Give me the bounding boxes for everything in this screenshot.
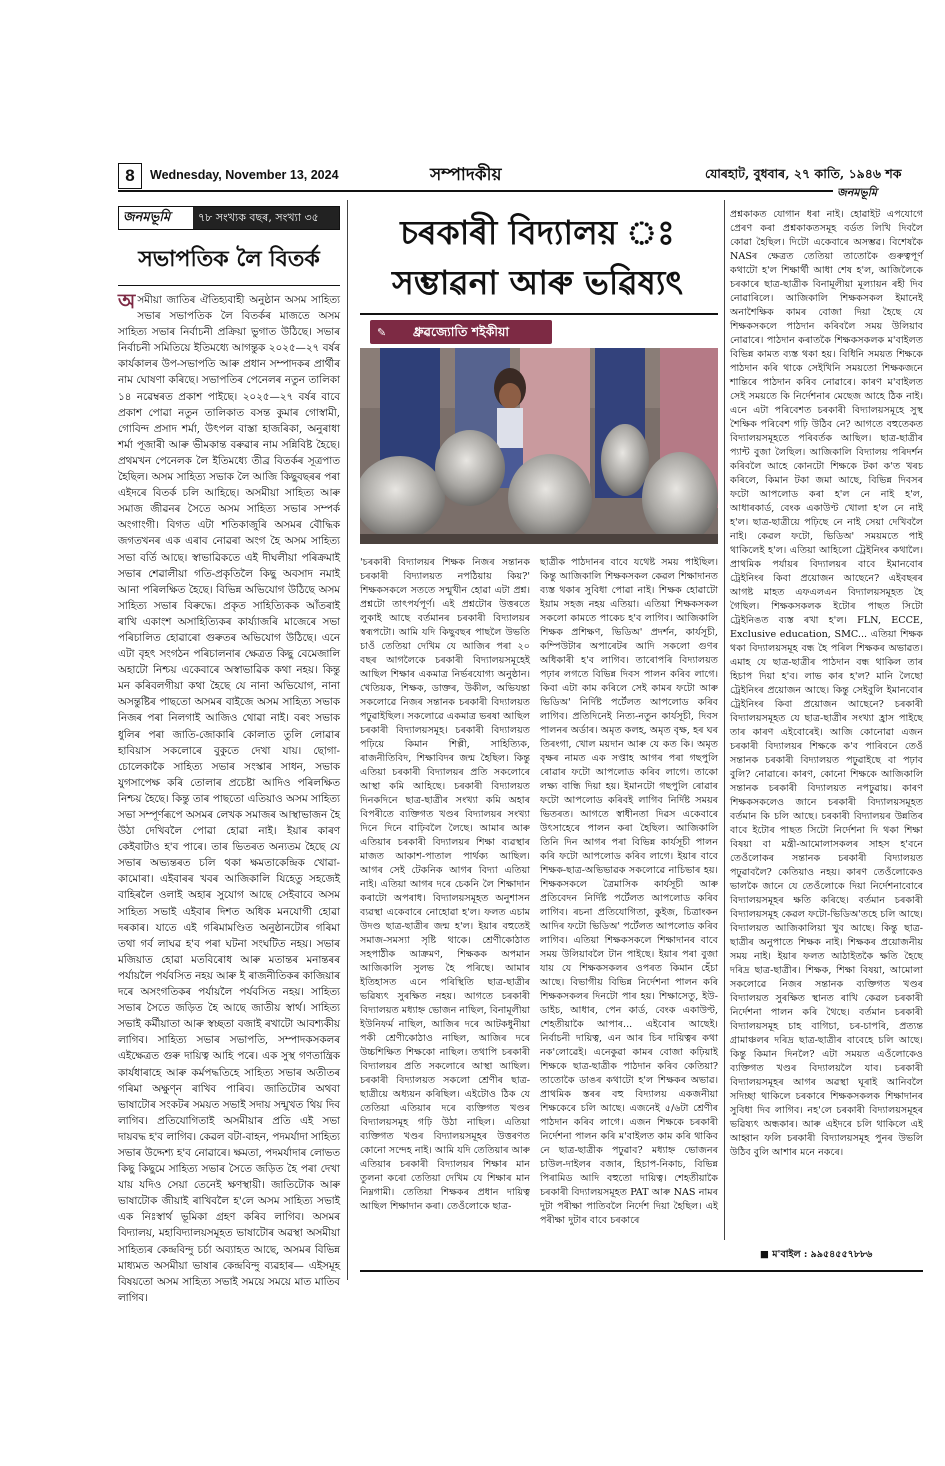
article-title-line1: চৰকাৰী বিদ্যালয় ঃ bbox=[400, 213, 675, 252]
section-title: সম্পাদকীয় bbox=[430, 165, 502, 185]
pen-icon: ✎ bbox=[377, 326, 387, 339]
page-number: 8 bbox=[118, 163, 142, 189]
article-title bbox=[360, 208, 715, 308]
article-column-2: ছাত্ৰীক পাঠদানৰ বাবে যথেষ্ট সময় পাইছিল। কিন্তু আজিকালি শিক্ষকসকল কেৱল শিক্ষাদানত ব্যস্ত থকাৰ সুবিধা পোৱা নাই। শিক্ষক হোৱাটো ইয়াম সহজ নহয় এতিয়া। এতিয়া শিক্ষকসকল সকলো কামতে পাকেচ হ'ব লাগিব। আজিকালি শিক্ষক প্ৰশিক্ষণ, ভিডিঅ' প্ৰদৰ্শন, কাৰ্যসূচী, কম্পিউটাৰ অপাৰেটৰ আদি সকলো গুণৰ অধিকাৰী হ'ব লাগিব। তাৰোপৰি বিদ্যালয়ত পঢ়াৰ লগতে বিভিন্ন দিবস পালন কৰিব লাগে। কিবা এটা কাম কৰিলে সেই কামৰ ফটো আৰু ভিডিঅ' নিৰ্দিষ্ট পৰ্টেলত আপলোড কৰিব লাগিব। প্ৰতিদিনেই নিত্য-নতুন কাৰ্যসূচী, দিবস পালনৰ অৰ্ডাৰ। অমৃত কলহ, অমৃত বৃক্ষ, হৰ ঘৰ তিৰংগা, খোল ময়দান আৰু যে কত কি। অমৃত বৃক্ষৰ নামত এক সপ্তাহ আগৰ পৰা গছপুলি ৰোৱাৰ ফটো আপলোড কৰিব লাগে। তাকো লক্ষ্য বান্ধি দিয়া হয়। ইমানটো গছপুলি ৰোৱাৰ ফটো আপলোড কৰিবই লাগিব নিৰ্দিষ্ট সময়ৰ ভিতৰত। আগতে স্বাধীনতা দিৱস একেবাৰে উৎসাহেৰে পালন কৰা হৈছিল। আজিকালি তিনি দিন আগৰ পৰা বিভিন্ন কাৰ্যসূচী পালন কৰি ফটো আপলোড কৰিব লাগে। ইয়াৰ বাবে শিক্ষক-ছাত্ৰ-অভিভাৱক সকলোৱে নাচিভাৰ হয়। শিক্ষকসকলে ত্ৰৈমাসিক কাৰ্যসূচী আৰু প্ৰতিবেদন নিৰ্দিষ্ট পৰ্টেলত আপলোড কৰিব লাগিব। ৰচনা প্ৰতিযোগিতা, কুইজ, চিত্ৰাংকন আদিৰ ফটো ভিডিঅ' পৰ্টেলত আপলোড কৰিব লাগিব। এতিয়া শিক্ষকসকলে শিক্ষাদানৰ বাবে সময় উলিয়াবলৈ টান পাইছে। ইয়াৰ পৰা বুজা যায় যে শিক্ষকসকলৰ ওপৰত কিমান হেঁচা আছে। বিভাগীয় বিভিন্ন নিৰ্দেশনা পালন কৰি শিক্ষকসকলৰ দিনটো পাৰ হয়। শিক্ষাসেতু, ইউ-ডাইচ, আধাৰ, পেন কাৰ্ড, বেংক একাউণ্ট, শেহতীয়াকৈ আপাৰ... এইবোৰ আছেই। নিৰ্বাচনী দায়িত্ব, এন আৰ চিৰ দায়িত্বৰ কথা নক'লোৱেই। এনেকুৱা কামৰ বোজা কঢ়িয়াই শিক্ষকে ছাত্ৰ-ছাত্ৰীক পাঠদান কৰিব কেতিয়া? তাতোকৈ ডাঙৰ কথাটো হ'ল শিক্ষকৰ অভাৱ। প্ৰাথমিক স্তৰৰ বহু বিদ্যালয় একজনীয়া শিক্ষকেৰে চলি আছে। এজনেই ৫/৬টা শ্ৰেণীৰ পাঠদান কৰিব লাগে। এজন শিক্ষকে চৰকাৰী নিৰ্দেশনা পালন কৰি ম'বাইলত কাম কৰি থাকিব নে ছাত্ৰ-ছাত্ৰীক পঢ়ুৱাব? মধ্যাহ্ন ভোজনৰ চাউল-দাইলৰ বজাৰ, হিচাপ-নিকাচ, বিভিন্ন পিৰামিড আদি বহুতো দায়িত্ব। শেহতীয়াকৈ চৰকাৰী বিদ্যালয়সমূহত PAT আৰু NAS নামৰ দুটা পৰীক্ষা পাতিবলৈ নিৰ্দেশ দিয়া হৈছিল। এই পৰীক্ষা দুটাৰ বাবে চৰকাৰে bbox=[540, 557, 718, 1226]
article-column-1: 'চৰকাৰী বিদ্যালয়ৰ শিক্ষক নিজৰ সন্তানক চৰকাৰী বিদ্যালয়ত নপঠিয়ায় কিয়?' শিক্ষকসকলে সততে সন্মুখীন হোৱা এটা প্ৰশ্ন। প্ৰশ্নটো তাৎপৰ্যপূৰ্ণ। এই প্ৰশ্নটোৰ উত্তৰতে লুকাই আছে বৰ্তমানৰ চৰকাৰী বিদ্যালয়ৰ স্বৰূপটো। আমি যদি কিছুবছৰ পাছলৈ উভতি চাওঁ তেতিয়া দেখিম যে আজিৰ পৰা ২০ বছৰ আগলৈকে চৰকাৰী বিদ্যালয়সমূহেই আছিল শিক্ষাৰ একমাত্ৰ নিৰ্ভৰযোগ্য অনুষ্ঠান। খেতিয়ক, শিক্ষক, ডাক্তৰ, উকীল, অভিযন্তা সকলোৱে নিজৰ সন্তানক চৰকাৰী বিদ্যালয়ত পঢ়ুৱাইছিল। সকলোৱে একমাত্ৰ ভৰষা আছিল চৰকাৰী বিদ্যালয়সমূহ। চৰকাৰী বিদ্যালয়ত পঢ়িয়ে কিমান শিল্পী, সাহিত্যিক, ৰাজনীতিবিদ, শিক্ষাবিদৰ জন্ম হৈছিল। কিন্তু এতিয়া চৰকাৰী বিদ্যালয়ৰ প্ৰতি সকলোৰে আস্থা কমি আহিছে। চৰকাৰী বিদ্যালয়ত দিনকদিনে ছাত্ৰ-ছাত্ৰীৰ সংখ্যা কমি অহাৰ বিপৰীতে ব্যক্তিগত খণ্ডৰ বিদ্যালয়ৰ সংখ্যা দিনে দিনে বাঢ়িবলৈ লৈছে। আমাৰ আৰু এতিয়াৰ চৰকাৰী বিদ্যালয়ৰ শিক্ষা ব্যৱস্থাৰ মাজত আকাশ-পাতাল পাৰ্থক্য আছিল। আগৰ সেই টেকনিক আগৰ বিদ্যা এতিয়া নাই। এতিয়া আগৰ দৰে চেকনি লৈ শিক্ষাদান কৰাটো অপৰাধ। বিদ্যালয়সমূহত অনুশাসন ব্যৱস্থা একেবাৰে নোহোৱা হ'ল। ফলত এচাম উদণ্ড ছাত্ৰ-ছাত্ৰীৰ জন্ম হ'ল। ইয়াৰ বহুতেই সমাজ-সমস্যা সৃষ্টি থাকে। শ্ৰেণীকোঠাত সহপাঠীক আক্ৰমণ, শিক্ষকক অপমান আজিকালি সুলভ হৈ পৰিছে। আমাৰ ইতিহাসত এনে পৰিস্থিতি ছাত্ৰ-ছাত্ৰীৰ ভৱিষ্যৎ সুৰক্ষিত নহয়। আগতে চৰকাৰী বিদ্যালয়ত মধ্যাহ্ন ভোজন নাছিল, বিনামূলীয়া ইউনিফৰ্ম নাছিল, আজিৰ দৰে আটকধুনীয়া পকী শ্ৰেণীকোঠাও নাছিল, আজিৰ দৰে উচ্চশিক্ষিত শিক্ষকো নাছিল। তথাপি চৰকাৰী বিদ্যালয়ৰ প্ৰতি সকলোৰে আস্থা আছিল। চৰকাৰী বিদ্যালয়ত সকলো শ্ৰেণীৰ ছাত্ৰ-ছাত্ৰীয়ে অধ্যয়ন কৰিছিল। এইটোও ঠিক যে তেতিয়া এতিয়াৰ দৰে ব্যক্তিগত খণ্ডৰ বিদ্যালয়সমূহ গঢ়ি উঠা নাছিল। এতিয়া ব্যক্তিগত খণ্ডৰ বিদ্যালয়সমূহৰ উত্তৰণত কোনো সন্দেহ নাই। আমি যদি তেতিয়াৰ আৰু এতিয়াৰ চৰকাৰী বিদ্যালয়ৰ শিক্ষাৰ মান তুলনা কৰো তেতিয়া দেখিম যে শিক্ষাৰ মান নিম্নগামী। তেতিয়া শিক্ষকৰ প্ৰধান দায়িত্ব আছিল শিক্ষাদান কৰা। তেওঁলোকে ছাত্ৰ- bbox=[360, 557, 530, 1212]
author-byline: ধ্ৰুৱজ্যোতি শইকীয়া bbox=[370, 320, 552, 344]
article-photo bbox=[360, 348, 718, 544]
newspaper-logo: জনমভূমি bbox=[834, 184, 880, 203]
children-with-plates-image bbox=[360, 348, 718, 544]
author-contact: ■ ম'বাইল : ৯৯৫৪৫৫৭৮৮৬ bbox=[760, 1249, 873, 1260]
editorial-body: সমীয়া জাতিৰ ঐতিহ্যবাহী অনুষ্ঠান অসম সাহিত্য সভাৰ সভাপতিক লৈ বিতৰ্কৰ মাজতে অসম সাহিত্য সভাৰ নিৰ্বাচনী প্ৰক্ৰিয়া ভুগাত উঠিছে। সভাৰ নিৰ্বাচনী সমিতিয়ে ইতিমধ্যে আগন্তুক ২০২৫—২৭ বৰ্ষৰ কাৰ্যকালৰ উপ-সভাপতি আৰু প্ৰধান সম্পাদকৰ প্ৰাৰ্থীৰ নাম ঘোষণা কৰিছে। সভাপতিৰ পেনেলৰ নতুন তালিকা ১৪ নৱেম্বৰত প্ৰকাশ পাইছে। ২০২৫—২৭ বৰ্ষৰ বাবে প্ৰকাশ পোৱা নতুন তালিকাত বসন্ত কুমাৰ গোস্বামী, গোবিন্দ প্ৰসাদ শৰ্মা, উৎপল বাস্তা হাজৰিকা, অনুৰাধা শৰ্মা পূজাৰী আৰু ভীমকান্ত বৰুৱাৰ নাম সন্নিবিষ্ট হৈছে। প্ৰথমখন পেনেলক লৈ ইতিমধ্যে তীব্ৰ বিতৰ্কৰ সূত্ৰপাত হৈছিল। অসম সাহিত্য সভাক লৈ আজি কিছুবছৰৰ পৰা এইদৰে বিতৰ্ক চলি আহিছে। অসমীয়া সাহিত্য আৰু সমাজ জীৱনৰ সৈতে অসম সাহিত্য সভাৰ সম্পৰ্ক অংগাংগী। বিগত এটা শতিকাজুৰি অসমৰ বৌদ্ধিক জগতখনৰ এক এৰাব নোৱৰা অংগ হৈ অসম সাহিত্য সভা বৰ্তি আছে। স্বাভাৱিকতে এই দীঘলীয়া পৰিক্ৰমাই সভাৰ শেৱালীয়া গতি-প্ৰকৃতিলৈ কিছু অবসাদ নমাই আনা পৰিলক্ষিত হৈছে। বিভিন্ন অভিযোগ উঠিছে অসম সাহিত্য সভাৰ বিৰুদ্ধে। প্ৰকৃত সাহিত্যিকক আঁতৰাই ৰাখি একাংশ অসাহিত্যিকৰ কাৰ্য্যাজৰি মাজেৰে সভা পৰিচালিত হোৱাৰো গুৰুতৰ অভিযোগ উঠিছে। এনে এটা বৃহৎ সংগঠন পৰিচালনাৰ ক্ষেত্ৰত কিছু বেমেজালি অহাটো নিশ্চয় একেবাৰে অস্বাভাৱিক কথা নহয়। কিন্তু মন কৰিবলগীয়া কথা হৈছে যে নানা অভিযোগ, নানা অসন্তুষ্টিৰ পাছতো অসমৰ বাইজে অসম সাহিত্য সভাক নিজৰ পৰা নিলগাই আজিও থোৱা নাই। বৰং সভাক ধুলিৰ পৰা জাতি-জোকাৰি কোলাত তুলি লোৱাৰ হাবিয়াস সকলোৰে বুকুতে দেখা যায়। ছোগা-চোলেকাকৈ সাহিত্য সভাৰ সংস্কাৰ সাধন, সভাক যুগসাপেক্ষ কৰি তোলাৰ প্ৰচেষ্টা আদিও পৰিলক্ষিত নিশ্চয় হৈছে। কিন্তু তাৰ পাছতো এতিয়াও অসম সাহিত্য সভা সম্পূৰ্ণৰূপে অসমৰ লেখক সমাজৰ আস্থাভাজন হৈ উঠা দেখিবলৈ পোৱা হোৱা নাই। ইয়াৰ কাৰণ কেইবাটাও হ'ব পাৰে। তাৰ ভিতৰত অন্যতম হৈছে যে সভাৰ অভ্যন্তৰত চলি থকা ক্ষমতাকেন্দ্ৰিক খোৱা-কামোৰা। এইবাৰৰ খবৰ আজিকালি যিহেতু সহজেই বাহিৰলৈ ওলাই অহাৰ সুযোগ আছে সেইবাবে অসম সাহিত্য সভাই এইবাৰ দিশত অধিক মনযোগী হোৱা দৰকাৰ। যাতে এই গৰিমামণ্ডিত অনুষ্ঠানটোৰ গৰিমা তথা গৰ্ব লাঘৱ হ'ব পৰা ঘটনা সংঘটিত নহয়। সভাৰ মজিয়াত হোৱা মতবিৰোধ আৰু মতান্তৰ মনান্তৰৰ পৰ্যায়লৈ পৰ্যবসিত নহয় আৰু ই ৰাজনীতিকৰ কাজিয়াৰ দৰে অসংগতিকৰ পৰ্যায়লৈ পৰ্যবসিত নহয়। সাহিত্য সভাৰ সৈতে জড়িত হৈ আছে জাতীয় স্বাৰ্থ। সাহিত্য সভাই কৰ্মীয়াতা আৰু স্বচ্ছতা বজাই ৰখাটো আবশ্যকীয় লাগিব। সাহিত্য সভাৰ সভাপতি, সম্পাদকসকলৰ এইক্ষেত্ৰত গুৰু দায়িত্ব আহি পৰে। এক সুস্থ গণতান্ত্ৰিক কাৰ্যধাৰাহে আৰু কৰ্মপদ্ধতিহে সাহিত্য সভাৰ অতীতৰ গৰিমা অক্ষুণ্ন ৰাখিব পাৰিব। জাতিটোৰ অথবা ভাষাটোৰ সংকটৰ সময়ত সভাই সদায় সন্মুখত থিয় দিব লাগিব। প্ৰতিযোগিতাই অসমীয়াৰ প্ৰতি এই সভা দায়বদ্ধ হ'ব লাগিব। কেৱল বটা-বাহন, পদমৰ্যাদা সাহিত্য সভাৰ উদ্দেশ্য হ'ব নোৱাৰে। ক্ষমতা, পদমৰ্যাদাৰ লোভত কিছু কিছুমে সাহিত্য সভাৰ সৈতে জড়িত হৈ পৰা দেখা যায় যদিও সেয়া তেনেই ক্ষণস্থায়ী। জাতিটোক আৰু ভাষাটোক জীয়াই ৰাখিবলৈ হ'লে অসম সাহিত্য সভাই এক নিঃস্বাৰ্থ ভূমিকা গ্ৰহণ কৰিব লাগিব। অসমৰ বিদ্যালয়, মহাবিদ্যালয়সমূহত ভাষাটোৰ অৱস্থা অসমীয়া সাহিত্যৰ কেন্দ্ৰবিন্দু চৰ্চা অব্যাহত আছে, অসমৰ বিভিন্ন মাধ্যমত অসমীয়া ভাষাৰ কেন্দ্ৰবিন্দু ব্যৱহাৰ— এইসমূহ বিষয়তো অসম সাহিত্য সভাই সময়ে সময়ে মাত মাতিব লাগিব। bbox=[118, 294, 340, 1304]
editorial-column bbox=[118, 206, 340, 1466]
date-assamese: যোৰহাট, বুধবাৰ, ২৭ কাতি, ১৯৪৬ শক bbox=[705, 166, 902, 181]
masthead-logo: জনমভূমি bbox=[123, 210, 171, 225]
bottom-rule bbox=[360, 1270, 923, 1272]
article-column-3: প্ৰশ্নকাকত যোগান ধৰা নাই। হোৱাইট এপযোগে প্ৰেৰণ কৰা প্ৰশ্নকাকতসমূহ বৰ্ডত লিখি দিবলৈ কোৱা হৈছিল। দিটো একেবাৰে অসম্ভৱ। বিশেষকৈ NASৰ ক্ষেত্ৰত তেতিয়া তাতোকৈ গুৰুত্বপূৰ্ণ কথাটো হ'ল শিক্ষাৰ্থী আধা শেষ হ'ল, আজিলৈকে চৰকাৰে ছাত্ৰ-ছাত্ৰীক বিনামূলীয়া মূল্যায়ন ৰহী দিব নোৱাৰিলে। আজিকালি শিক্ষকসকল ইমানেই অনাশৈক্ষিক কামৰ বোজা দিয়া হৈছে যে শিক্ষকসকলে পাঠদান কৰিবলৈ সময় উলিয়াব নোৱাৰে। পাঠদান কৰাতকৈ শিক্ষকসকলক ম'বাইলত বিভিন্ন কামত ব্যস্ত থকা হয়। বিধিনি সময়ত শিক্ষকে পাঠদান কৰি থাকে সেইখিনি সময়তো শিক্ষকজনে শান্তিৰে পাঠদান কৰিব নোৱাৰে। কাৰণ ম'বাইলত সেই সময়তে কি নিৰ্দেশনাৰ মেছেজ আহে ঠিক নাই। এনে এটা পৰিবেশত চৰকাৰী বিদ্যালয়সমূহে সুস্থ শৈক্ষিক পৰিবেশ গঢ়ি উঠিব নে? আগতে বহুতেকত বিদ্যালয়সমূহতে পৰিবৰ্তক আছিল। ছাত্ৰ-ছাত্ৰীৰ প্যান্ট বুজা লৈছিল। আজিকালি বিদ্যালয় পৰিদৰ্শন কৰিবলৈ আহে কোনটো শিক্ষকে টকা ক'ত খৰচ কৰিলে, কিমান টকা জমা আছে, বিভিন্ন দিবসৰ ফটো আপলোড কৰা হ'ল নে নাই হ'ল, আধাৰকাৰ্ড, বেংক একাউণ্ট খোলা হ'ল নে নাই হ'ল। ছাত্ৰ-ছাত্ৰীয়ে পঢ়িছে নে নাই সেয়া দেখিবলৈ নাই। কেৱল ফটো, ভিডিঅ' সময়মতে পাই থাকিলেই হ'ল। এতিয়া আহিলো ট্ৰেইনিংৰ কথালৈ। প্ৰাথমিক পৰ্যায়ৰ বিদ্যালয়ৰ বাবে ইমানবোৰ ট্ৰেইনিংৰ কিবা প্ৰয়োজন আছেনে? এইবছৰৰ আগষ্ট মাহত এফএলএন বিদ্যালয়সমূহত হৈ গৈছিল। শিক্ষকসকলক ইটোৰ পাছত সিটো ট্ৰেইনিঙত ব্যস্ত ৰখা হ'ল। FLN, ECCE, Exclusive education, SMC... এতিয়া শিক্ষক থকা বিদ্যালয়সমূহ বন্ধ হৈ পৰিল শিক্ষকৰ অভাৱত। এমাহ যে ছাত্ৰ-ছাত্ৰীৰ পাঠদান বন্ধ থাকিল তাৰ হিচাপ দিয়া হ'ব। লাভ কাৰ হ'ল? মানি লৈছো ট্ৰেইনিংৰ প্ৰয়োজন আছে। কিন্তু সেইবুলি ইমানবোৰ ট্ৰেইনিংৰ কিবা প্ৰয়োজন আছেনে? চৰকাৰী বিদ্যালয়সমূহত যে ছাত্ৰ-ছাত্ৰীৰ সংখ্যা হ্ৰাস পাইছে তাৰ কাৰণ এইবোৰেই। আজি কোনোৱা এজন চৰকাৰী বিদ্যালয়ৰ শিক্ষকে ক'ব পাৰিবনে তেওঁ সন্তানক চৰকাৰী বিদ্যালয়ত পঢ়ুৱাইছে বা পঢ়াব বুলি? নোৱাৰে। কাৰণ, কোনো শিক্ষকে আজিকালি সন্তানক চৰকাৰী বিদ্যালয়ত নপঢ়ুৱায়। কাৰণ শিক্ষকসকলেও জানে চৰকাৰী বিদ্যালয়সমূহত বৰ্তমান কি চলি আছে। চৰকাৰী বিদ্যালয়ৰ উন্নতিৰ বাবে ইটোৰ পাছত সিটো নিৰ্দেশনা দি থকা শিক্ষা বিষয়া বা মন্ত্ৰী-আমোলাসকলৰ সাহস হ'বনে তেওঁলোকৰ সন্তানক চৰকাৰী বিদ্যালয়ত পঢ়ুৱাবলৈ? কেতিয়াও নহয়। কাৰণ তেওঁলোকেও ভালকৈ জানে যে তেওঁলোকে দিয়া নিৰ্দেশনাবোৰে বিদ্যালয়সমূহৰ ক্ষতি কৰিছে। বৰ্তমান চৰকাৰী বিদ্যালয়সমূহ কেৱল ফটো-ভিডিঅ'তহে চলি আছে। বিদ্যালয়ত আজিকালিয়া খুব আছে। কিন্তু ছাত্ৰ-ছাত্ৰীৰ অনুপাতে শিক্ষক নাই। শিক্ষকৰ প্ৰয়োজনীয় সময় নাই। ইয়াৰ ফলত আঠাইতকৈ ক্ষতি হৈছে দৰিদ্ৰ ছাত্ৰ-ছাত্ৰীৰ। শিক্ষক, শিক্ষা বিষয়া, আমোলা সকলোৱে নিজৰ সন্তানক ব্যক্তিগত খণ্ডৰ বিদ্যালয়ত সুৰক্ষিত স্থানত ৰাখি কেৱল চৰকাৰী নিৰ্দেশনা পালন কৰি থৈছে। বৰ্তমান চৰকাৰী বিদ্যালয়সমূহ চাহ বাগিচা, চৰ-চাপৰি, প্ৰত্যন্ত গ্ৰামাঞ্চলৰ দৰিদ্ৰ ছাত্ৰ-ছাত্ৰীৰ বাবেহে চলি আছে। কিন্তু কিমান দিনলৈ? এটা সময়ত এওঁলোকেও ব্যক্তিগত খণ্ডৰ বিদ্যালয়লৈ যাব। চৰকাৰী বিদ্যালয়সমূহৰ আগৰ অৱস্থা ঘূৰাই আনিবলৈ সদিচ্ছা থাকিলে চৰকাৰে শিক্ষকসকলক শিক্ষাদানৰ সুবিধা দিব লাগিব। নহ'লে চৰকাৰী বিদ্যালয়সমূহৰ ভৱিষ্যৎ অন্ধকাৰ। আৰু এইদৰে চলি থাকিলে এই আহ্বান ফলি চৰকাৰী বিদ্যালয়সমূহ পুনৰ উভলি উঠিব বুলি আশাৰ মনে নকৰে। bbox=[730, 209, 923, 1158]
drop-cap: অ bbox=[118, 289, 136, 313]
date-english: Wednesday, November 13, 2024 bbox=[150, 168, 339, 182]
header-rule bbox=[118, 190, 833, 192]
column-divider bbox=[724, 200, 725, 1240]
column-divider bbox=[347, 200, 348, 1280]
masthead-volume: ৭৮ সংখ্যক বছৰ, সংখ্যা ৩৫ bbox=[193, 207, 339, 229]
masthead bbox=[118, 206, 340, 230]
editorial-body-wrap bbox=[118, 289, 340, 1306]
title-rule bbox=[360, 313, 718, 315]
article-title-line2: সম্ভাৱনা আৰু ভৱিষ্যৎ bbox=[391, 263, 684, 302]
editorial-title: সভাপতিক লৈ বিতৰ্ক bbox=[118, 242, 340, 286]
